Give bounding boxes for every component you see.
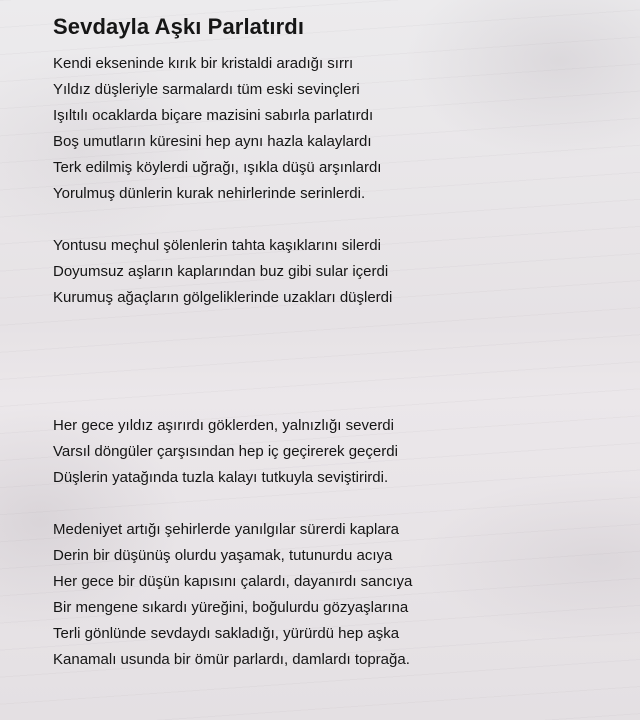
poem-line: Varsıl döngüler çarşısından hep iç geçirerek geçerdi — [53, 443, 398, 460]
poem-line: Bir mengene sıkardı yüreğini, boğulurdu gözyaşlarına — [53, 599, 409, 616]
poem-line: Terli gönlünde sevdaydı sakladığı, yürürdü hep aşka — [53, 625, 400, 642]
poem-line: Yıldız düşleriyle sarmalardı tüm eski sevinçleri — [53, 81, 360, 98]
poem-line: Her gece bir düşün kapısını çalardı, dayanırdı sancıya — [53, 573, 413, 590]
poem-line: Her gece yıldız aşırırdı göklerden, yalnızlığı severdi — [53, 417, 394, 434]
stanza-1 — [53, 51, 633, 207]
poem-line: Yorulmuş dünlerin kurak nehirlerinde serinlerdi. — [53, 185, 366, 202]
stanza-2 — [53, 233, 633, 311]
poem-line: Yontusu meçhul şölenlerin tahta kaşıklarını silerdi — [53, 237, 381, 254]
poem-page — [53, 12, 633, 673]
poem-line: Kurumuş ağaçların gölgeliklerinde uzakları düşlerdi — [53, 289, 393, 306]
poem-line: Kendi ekseninde kırık bir kristaldi aradığı sırrı — [53, 55, 354, 72]
poem-line: Terk edilmiş köylerdi uğrağı, ışıkla düşü arşınlardı — [53, 159, 382, 176]
poem-line: Boş umutların küresini hep aynı hazla kalaylardı — [53, 133, 372, 150]
poem-line: Medeniyet artığı şehirlerde yanılgılar sürerdi kaplara — [53, 521, 400, 538]
poem-line: Düşlerin yatağında tuzla kalayı tutkuyla seviştirirdi. — [53, 469, 389, 486]
stanza-4 — [53, 517, 633, 673]
poem-line: Doyumsuz aşların kaplarından buz gibi sular içerdi — [53, 263, 389, 280]
stanza-3 — [53, 413, 633, 491]
poem-title: Sevdayla Aşkı Parlatırdı — [53, 14, 305, 39]
poem-line: Derin bir düşünüş olurdu yaşamak, tutunurdu acıya — [53, 547, 393, 564]
poem-line: Kanamalı usunda bir ömür parlardı, damlardı toprağa. — [53, 651, 410, 668]
poem-line: Işıltılı ocaklarda biçare mazisini sabırla parlatırdı — [53, 107, 374, 124]
